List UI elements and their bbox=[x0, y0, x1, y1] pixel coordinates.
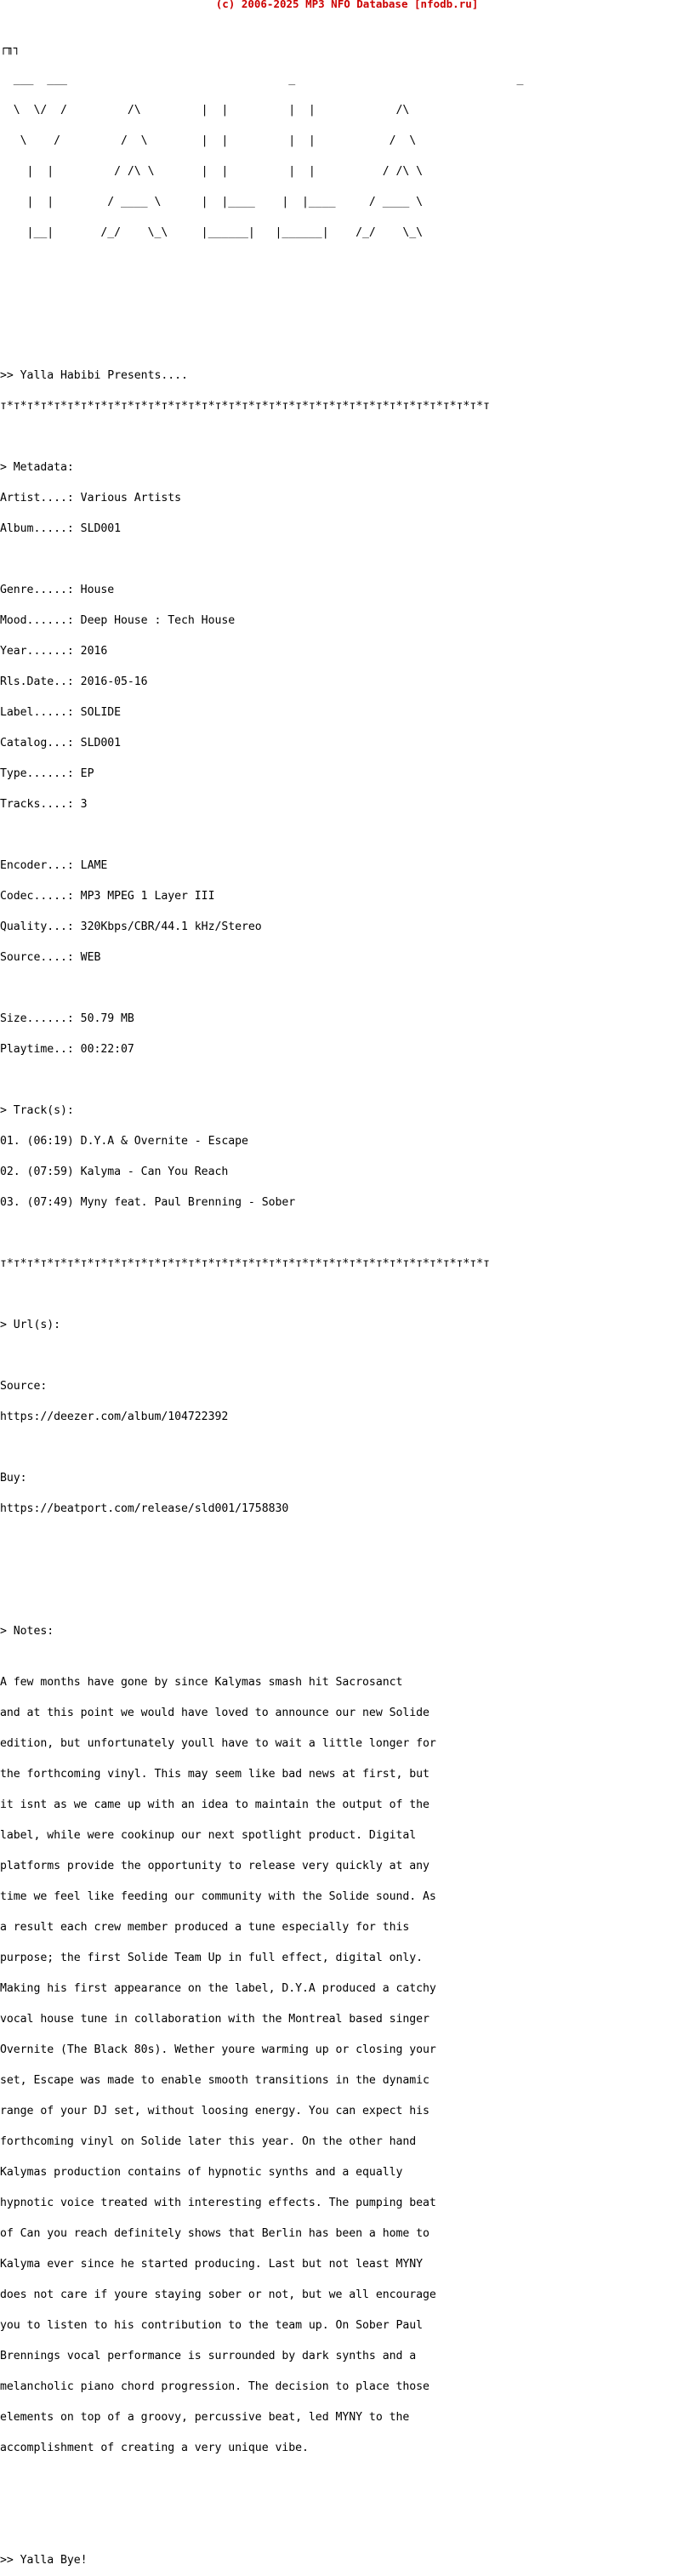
buy-url: https://beatport.com/release/sld001/1758830 bbox=[0, 1502, 289, 1515]
notes-line: Kalyma ever since he started producing. Last but not least MYNY bbox=[0, 2258, 424, 2271]
logo-line: |__| /_/ \_\ |______| |______| /_/ \_\ bbox=[0, 226, 424, 239]
notes-line: the forthcoming vinyl. This may seem like bad news at first, but bbox=[0, 1768, 429, 1781]
notes-line: elements on top of a groovy, percussive beat, led MYNY to the bbox=[0, 2411, 410, 2424]
notes-line: A few months have gone by since Kalymas smash hit Sacrosanct bbox=[0, 1676, 403, 1689]
metadata-field: Label.....: SOLIDE bbox=[0, 706, 122, 719]
metadata-field: Size......: 50.79 MB bbox=[0, 1012, 134, 1025]
notes-line: forthcoming vinyl on Solide later this year. On the other hand bbox=[0, 2135, 417, 2148]
notes-line: hypnotic voice treated with interesting effects. The pumping beat bbox=[0, 2197, 436, 2209]
metadata-field: Artist....: Various Artists bbox=[0, 492, 182, 504]
notes-line: Brennings vocal performance is surrounded by dark synths and a bbox=[0, 2350, 417, 2362]
notes-body bbox=[0, 1657, 523, 2474]
notes-line: does not care if youre staying sober or not, but we all encourage bbox=[0, 2288, 436, 2301]
notes-line: accomplishment of creating a very unique vibe. bbox=[0, 2442, 309, 2454]
logo-line: ┌╖┐ bbox=[0, 43, 20, 55]
notes-line: purpose; the first Solide Team Up in full effect, digital only. bbox=[0, 1952, 424, 1964]
notes-line: Overnite (The Black 80s). Wether youre warming up or closing your bbox=[0, 2043, 436, 2056]
urls-header: > Url(s): bbox=[0, 1319, 61, 1331]
metadata-field: Source....: WEB bbox=[0, 951, 101, 964]
metadata-field: Genre.....: House bbox=[0, 584, 115, 596]
notes-line: set, Escape was made to enable smooth transitions in the dynamic bbox=[0, 2074, 429, 2087]
intro-line: >> Yalla Habibi Presents.... bbox=[0, 369, 188, 382]
source-label: Source: bbox=[0, 1380, 48, 1393]
logo-line: ___ ___ _ _ bbox=[0, 73, 524, 86]
track-item: 01. (06:19) D.Y.A & Overnite - Escape bbox=[0, 1135, 248, 1148]
logo-line: \ \/ / /\ | | | | /\ bbox=[0, 104, 410, 117]
metadata-field: Year......: 2016 bbox=[0, 645, 108, 658]
notes-line: of Can you reach definitely shows that Berlin has been a home to bbox=[0, 2227, 429, 2240]
outro-line: >> Yalla Bye! bbox=[0, 2554, 88, 2567]
source-url: https://deezer.com/album/104722392 bbox=[0, 1411, 229, 1423]
metadata-field: Album.....: SLD001 bbox=[0, 522, 122, 535]
notes-line: a result each crew member produced a tune especially for this bbox=[0, 1921, 410, 1934]
metadata-field: Playtime..: 00:22:07 bbox=[0, 1043, 134, 1056]
divider: т*т*т*т*т*т*т*т*т*т*т*т*т*т*т*т*т*т*т*т*т*т*т*т*т*т*т*т*т*т*т*т*т*т*т*т*т bbox=[0, 1257, 490, 1270]
notes-line: vocal house tune in collaboration with the Montreal based singer bbox=[0, 2013, 429, 2026]
divider: т*т*т*т*т*т*т*т*т*т*т*т*т*т*т*т*т*т*т*т*т*т*т*т*т*т*т*т*т*т*т*т*т*т*т*т*т bbox=[0, 400, 490, 413]
nfo-document bbox=[0, 3, 523, 2576]
tracks-header: > Track(s): bbox=[0, 1104, 74, 1117]
notes-line: and at this point we would have loved to announce our new Solide bbox=[0, 1707, 429, 1719]
metadata-field: Codec.....: MP3 MPEG 1 Layer III bbox=[0, 890, 215, 903]
notes-header: > Notes: bbox=[0, 1625, 54, 1638]
metadata-field: Quality...: 320Kbps/CBR/44.1 kHz/Stereo bbox=[0, 920, 262, 933]
ascii-logo bbox=[0, 24, 523, 259]
metadata-field: Mood......: Deep House : Tech House bbox=[0, 614, 236, 627]
metadata-field: Rls.Date..: 2016-05-16 bbox=[0, 675, 148, 688]
database-credit-link[interactable]: (c) 2006-2025 MP3 NFO Database [nfodb.ru] bbox=[215, 0, 479, 10]
logo-line: | | / ____ \ | |____ | |____ / ____ \ bbox=[0, 196, 424, 208]
logo-line: | | / /\ \ | | | | / /\ \ bbox=[0, 165, 424, 178]
buy-label: Buy: bbox=[0, 1472, 27, 1485]
metadata-field: Type......: EP bbox=[0, 767, 94, 780]
notes-line: label, while were cookinup our next spotlight product. Digital bbox=[0, 1829, 417, 1842]
notes-line: melancholic piano chord progression. The decision to place those bbox=[0, 2380, 429, 2393]
logo-line: \ / / \ | | | | / \ bbox=[0, 134, 417, 147]
metadata-field: Encoder...: LAME bbox=[0, 859, 108, 872]
track-item: 03. (07:49) Myny feat. Paul Brenning - Sober bbox=[0, 1196, 296, 1209]
notes-line: time we feel like feeding our community with the Solide sound. As bbox=[0, 1890, 436, 1903]
notes-line: it isnt as we came up with an idea to maintain the output of the bbox=[0, 1798, 429, 1811]
notes-line: you to listen to his contribution to the team up. On Sober Paul bbox=[0, 2319, 424, 2332]
notes-line: Making his first appearance on the label, D.Y.A produced a catchy bbox=[0, 1982, 436, 1995]
metadata-field: Tracks....: 3 bbox=[0, 798, 88, 811]
notes-line: edition, but unfortunately youll have to wait a little longer for bbox=[0, 1737, 436, 1750]
track-item: 02. (07:59) Kalyma - Can You Reach bbox=[0, 1165, 229, 1178]
metadata-header: > Metadata: bbox=[0, 461, 74, 474]
notes-line: platforms provide the opportunity to release very quickly at any bbox=[0, 1860, 429, 1872]
notes-line: range of your DJ set, without loosing energy. You can expect his bbox=[0, 2105, 429, 2117]
metadata-field: Catalog...: SLD001 bbox=[0, 737, 122, 749]
notes-line: Kalymas production contains of hypnotic synths and a equally bbox=[0, 2166, 403, 2179]
